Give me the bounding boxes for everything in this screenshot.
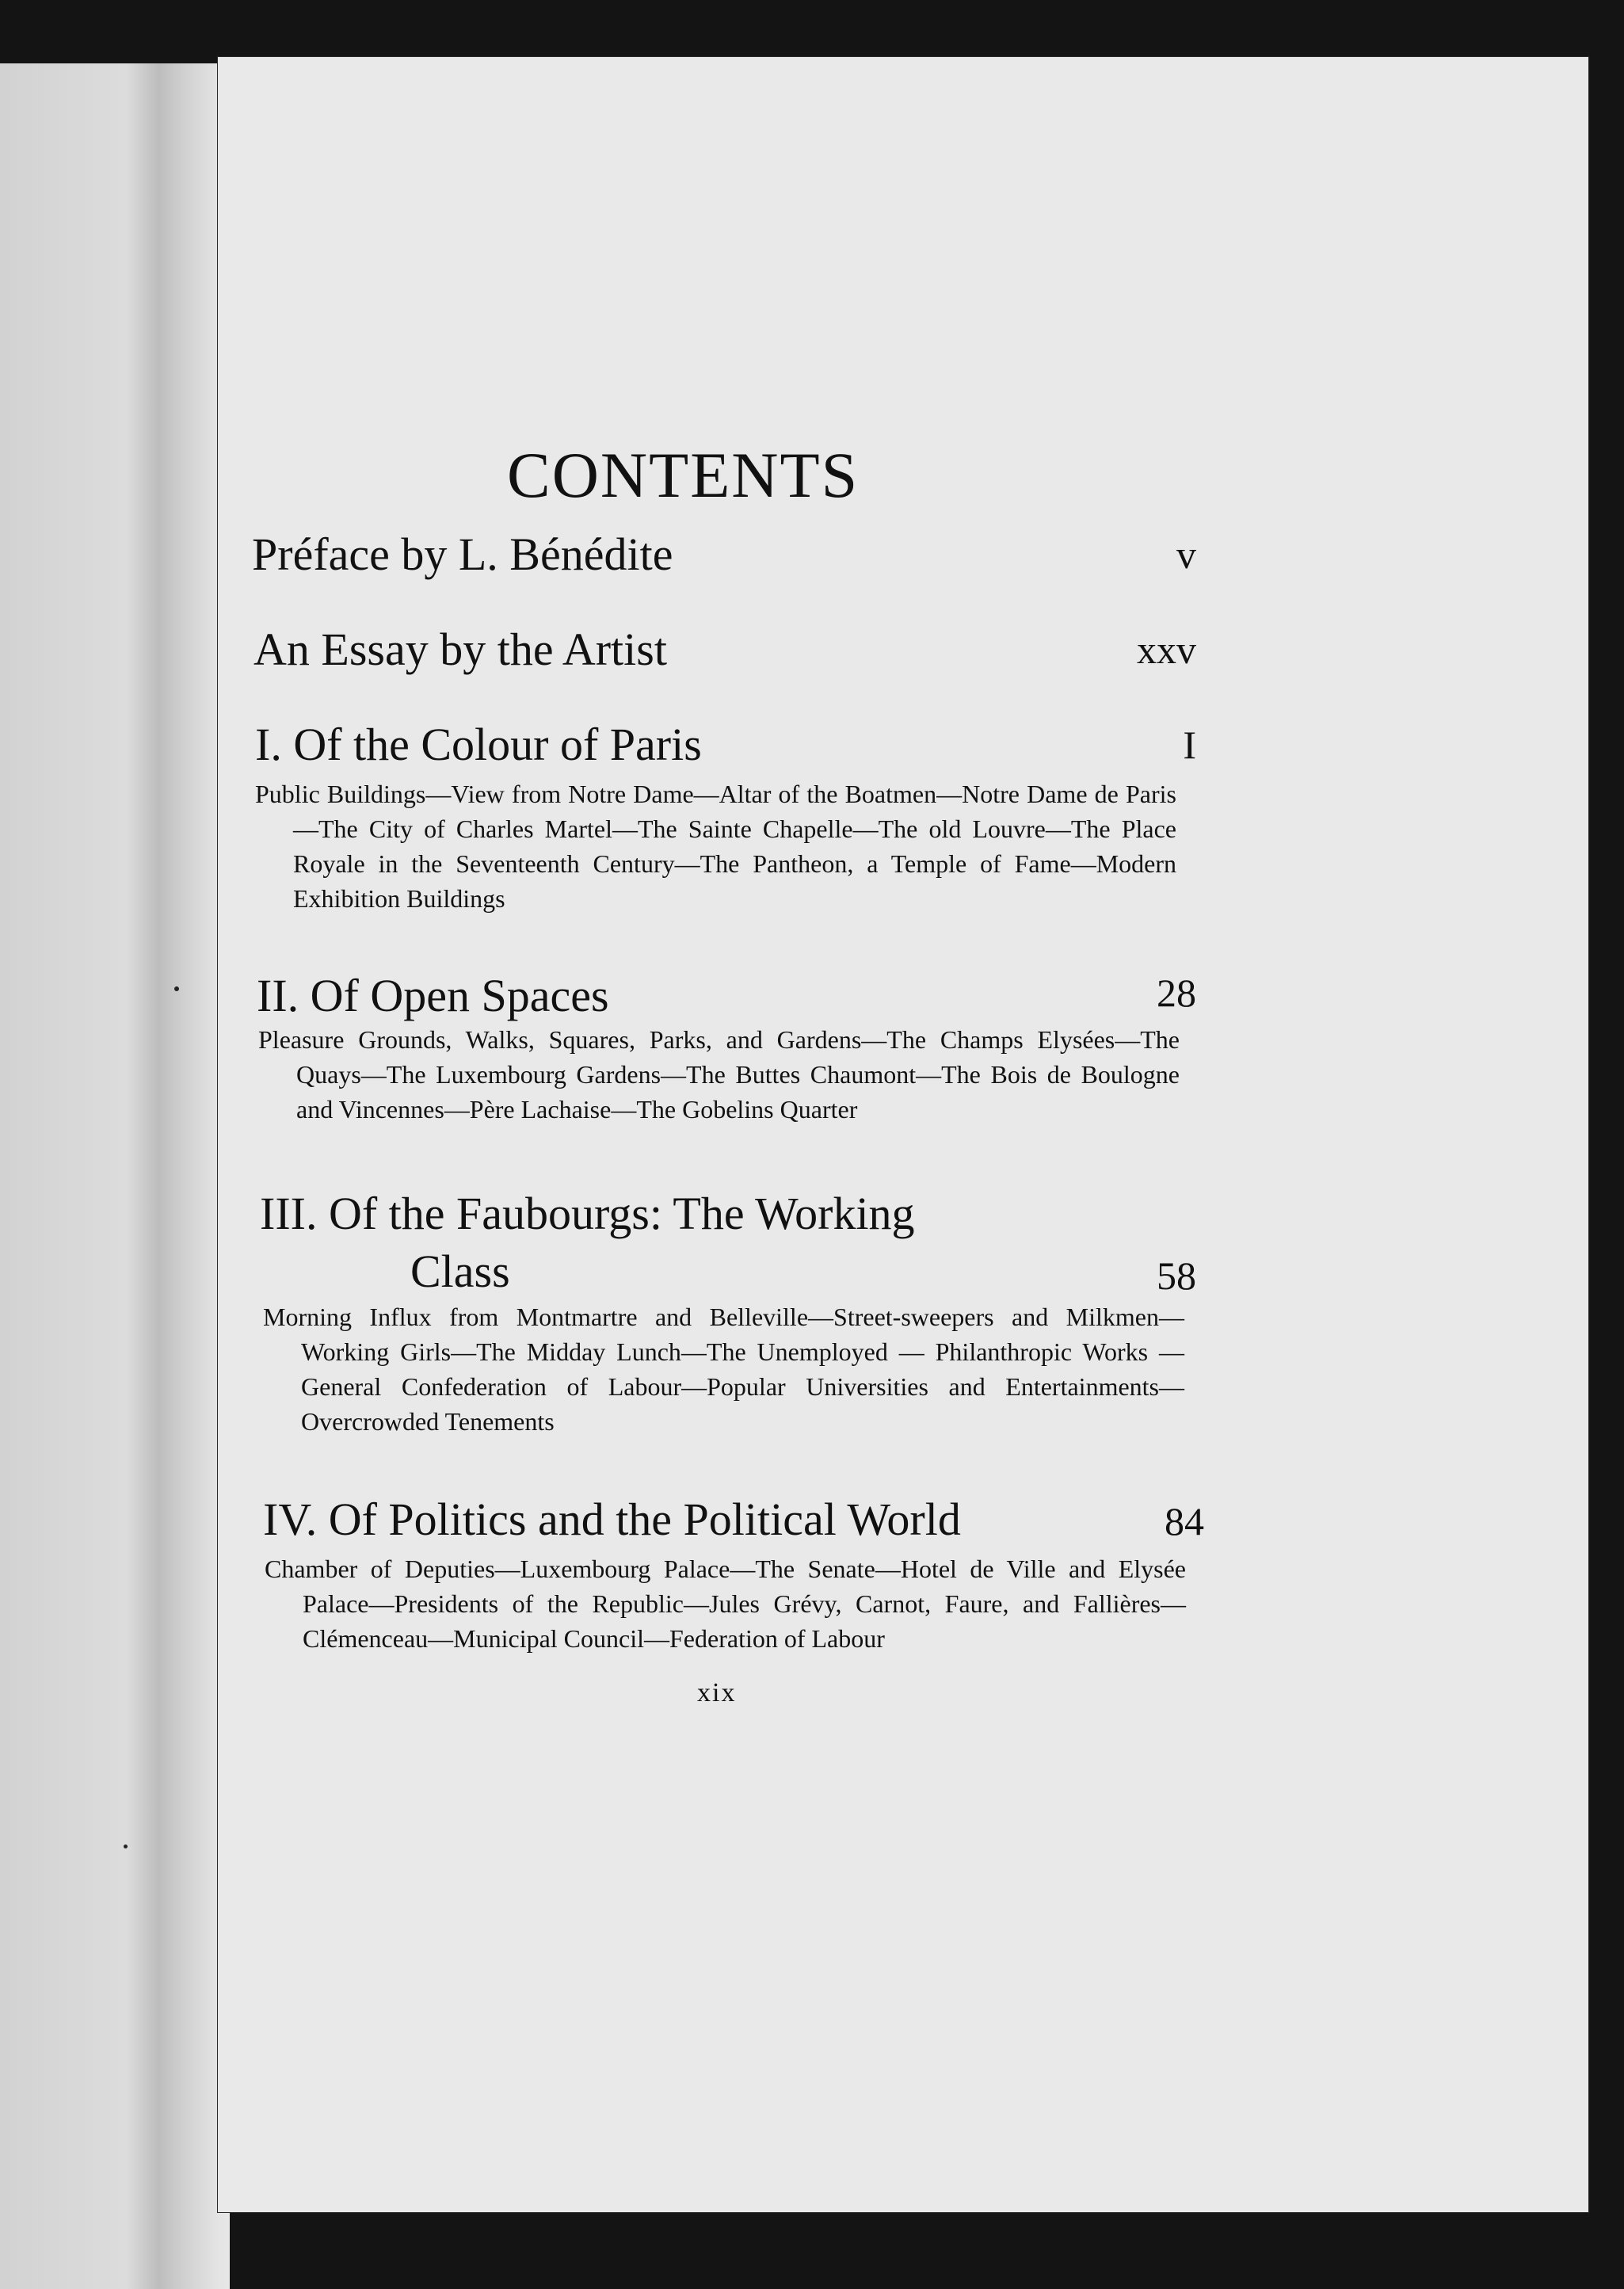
toc-entry-page: v [1176,532,1196,577]
toc-entry-title: III. Of the Faubourgs: The Working [260,1188,915,1239]
book-page [218,57,1588,2212]
toc-entry-summary: Pleasure Grounds, Walks, Squares, Parks, and Gardens—The Champs Elysées—The Quays—The Luxembourg Gardens—The Buttes Chaumont—The Bois de Boulogne and Vincennes—Père Lachaise—The Gobelins Quarter [258,1025,1180,1124]
toc-entry-page: 58 [1157,1253,1196,1298]
toc-entry-title: IV. Of Politics and the Political World [263,1494,961,1545]
toc-entry-title: Préface by L. Bénédite [252,528,673,580]
toc-entry-page: xxv [1137,628,1196,672]
toc-entry-title: I. Of the Colour of Paris [255,719,702,770]
page-title: CONTENTS [507,439,860,511]
toc-entry-title: II. Of Open Spaces [257,970,609,1021]
toc-entry-page: I [1183,723,1196,767]
toc-entry-title: An Essay by the Artist [254,624,667,675]
toc-entry-summary: Morning Influx from Montmartre and Belleville—Street-sweepers and Milkmen—Working Girls—The Midday Lunch—The Unemployed — Philanthropic Works — General Confederation of Labour—Popular Universities and Entertainments—Overcrowded Tenements [263,1303,1184,1436]
toc-entry-title-continued: Class [410,1246,510,1297]
page-number: xix [697,1678,737,1707]
scan-speck [174,986,179,991]
scan-speck [124,1845,128,1848]
toc-entry-summary: Chamber of Deputies—Luxembourg Palace—The Senate—Hotel de Ville and Elysée Palace—Presidents of the Republic—Jules Grévy, Carnot, Faure, and Fallières—Clémenceau—Municipal Council—Federation of Labour [265,1555,1186,1653]
toc-entry-page: 84 [1165,1499,1204,1543]
book-gutter [0,63,230,2289]
toc-entry-summary: Public Buildings—View from Notre Dame—Altar of the Boatmen—Notre Dame de Paris—The City of Charles Martel—The Sainte Chapelle—The old Louvre—The Place Royale in the Seventeenth Century—The Pantheon, a Temple of Fame—Modern Exhibition Buildings [255,780,1176,913]
toc-entry-page: 28 [1157,971,1196,1015]
